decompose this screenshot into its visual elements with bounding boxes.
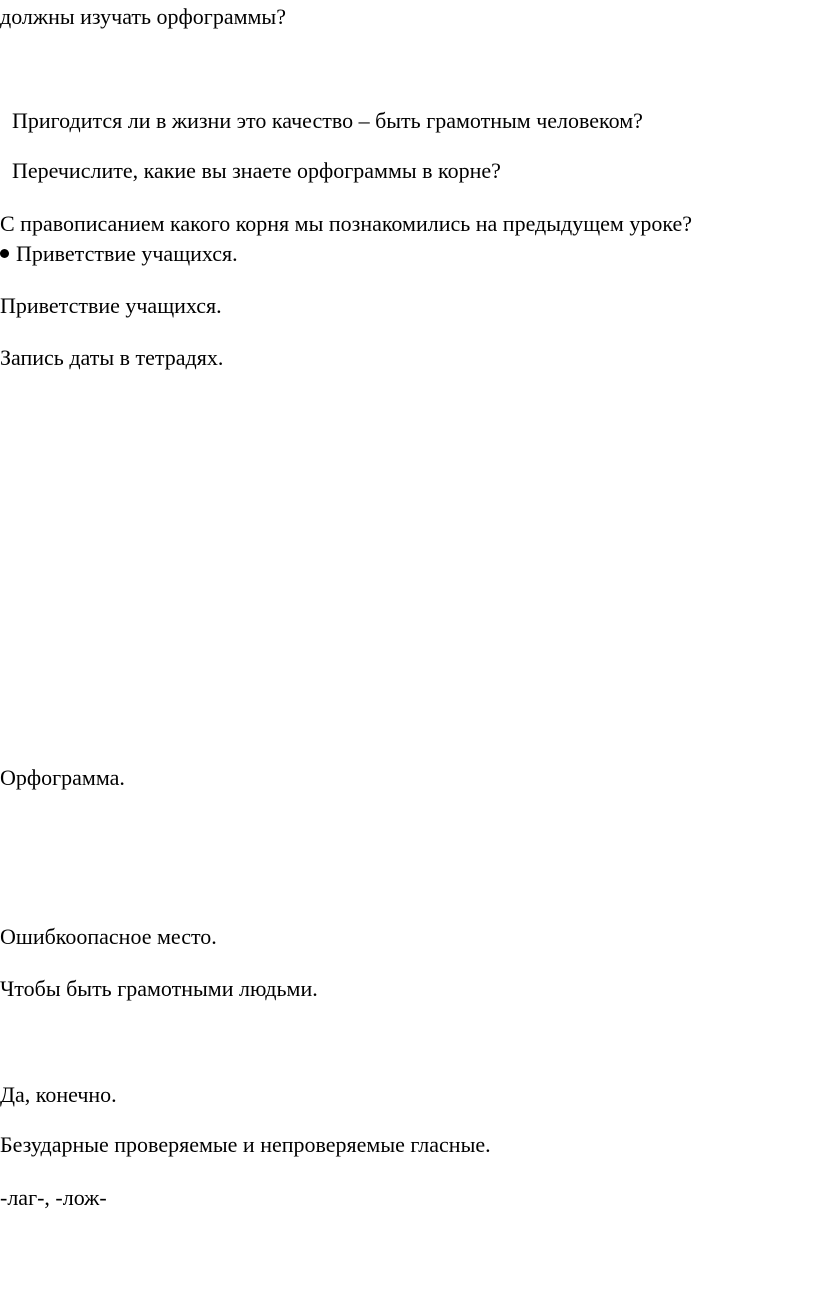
answer-line: Ошибкоопасное место. bbox=[0, 924, 217, 949]
question-line: Пригодится ли в жизни это качество – быть грамотным человеком? bbox=[12, 108, 643, 133]
answer-line: Запись даты в тетрадях. bbox=[0, 345, 224, 370]
answer-line: -лаг-, -лож- bbox=[0, 1185, 107, 1210]
bullet-item bbox=[0, 241, 238, 267]
answer-line: Орфограмма. bbox=[0, 765, 125, 790]
question-line: С правописанием какого корня мы познакомились на предыдущем уроке? bbox=[0, 211, 693, 236]
answer-line: Да, конечно. bbox=[0, 1082, 117, 1107]
answer-line: Безударные проверяемые и непроверяемые гласные. bbox=[0, 1132, 491, 1157]
question-line: Перечислите, какие вы знаете орфограммы в корне? bbox=[12, 158, 501, 183]
bullet-icon bbox=[0, 249, 9, 258]
bullet-item-text: Приветствие учащихся. bbox=[16, 241, 238, 266]
answer-line: Чтобы быть грамотными людьми. bbox=[0, 976, 318, 1001]
answer-line: Приветствие учащихся. bbox=[0, 293, 222, 318]
question-line: должны изучать орфограммы? bbox=[0, 4, 286, 29]
